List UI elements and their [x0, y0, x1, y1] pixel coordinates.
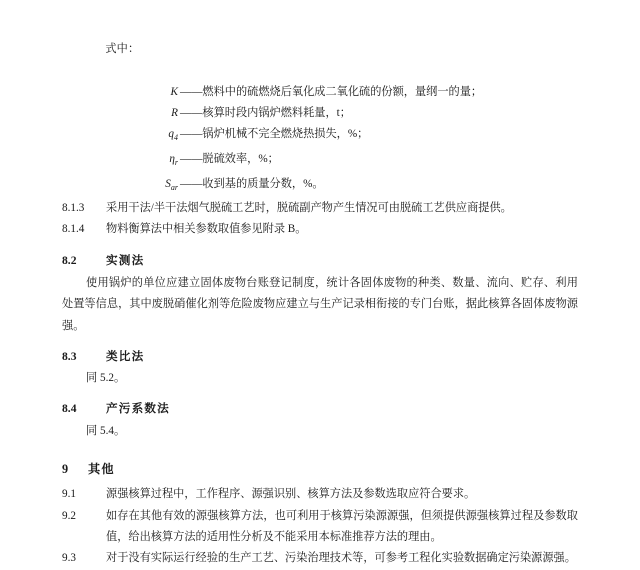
clause-text: 源强核算过程中，工作程序、源强识别、核算方法及参数选取应符合要求。 — [106, 488, 476, 501]
section-heading-8-2 — [62, 250, 578, 271]
formula-intro — [62, 18, 578, 82]
section-heading-8-4 — [62, 398, 578, 419]
section-number: 8.4 — [62, 402, 77, 416]
definition-text: ——燃料中的硫燃烧后氧化成二氧化硫的份额，量纲一的量； — [180, 85, 483, 98]
spacer — [62, 442, 578, 450]
definition-row — [132, 149, 578, 174]
symbol-S-ar: $S_{ar}$ — [165, 177, 178, 192]
section-8-2-paragraph: 使用锅炉的单位应建立固体废物台账登记制度，统计各固体废物的种类、数量、流向、贮存、利用处置等信息，其中废脱硝催化剂等危险废物应建立与生产记录相衔接的专门台账，据此核算各固体废物源强。 — [62, 276, 578, 332]
clause-9-3 — [62, 548, 578, 569]
section-heading-9 — [62, 459, 578, 480]
clause-8-1-4 — [62, 219, 578, 240]
page-content — [62, 18, 578, 570]
symbol-eta-r: $\eta_r$ — [169, 153, 178, 168]
section-number: 8.2 — [62, 253, 77, 267]
section-8-4-reference: 同 5.4。 — [86, 424, 126, 437]
clause-8-1-3 — [62, 198, 578, 219]
clause-number: 9.1 — [62, 488, 76, 501]
section-8-3-reference: 同 5.2。 — [86, 372, 126, 385]
clause-text: 对于没有实际运行经验的生产工艺、污染治理技术等，可参考工程化实验数据确定污染源源强。 — [106, 552, 576, 565]
definition-row — [132, 82, 578, 103]
clause-number: 9.3 — [62, 552, 76, 565]
clause-number: 8.1.3 — [62, 202, 85, 215]
definition-row — [132, 124, 578, 149]
section-heading-8-3 — [62, 346, 578, 367]
clause-text: 采用干法/半干法烟气脱硫工艺时，脱硫副产物产生情况可由脱硫工艺供应商提供。 — [106, 202, 512, 215]
symbol-K: K — [170, 85, 178, 98]
symbol-q4: $q_4$ — [168, 128, 178, 143]
section-number: 9 — [62, 462, 69, 477]
clause-text: 如存在其他有效的源强核算方法，也可利用于核算污染源源强，但须提供源强核算过程及参数取值，给出核算方法的适用性分析及不能采用本标准推荐方法的理由。 — [106, 509, 578, 543]
clause-number: 8.1.4 — [62, 223, 85, 236]
symbol-definition-list — [62, 82, 578, 198]
definition-text: ——核算时段内锅炉燃料耗量，t； — [180, 107, 351, 120]
section-title: 类比法 — [106, 349, 145, 363]
section-title: 实测法 — [106, 253, 145, 267]
definition-row — [132, 103, 578, 124]
definition-row — [132, 174, 578, 199]
definition-text: ——锅炉机械不完全燃烧热损失，%； — [180, 128, 369, 141]
formula-intro-label: 式中： — [105, 43, 140, 56]
clause-number: 9.2 — [62, 509, 76, 522]
definition-text: ——脱硫效率，%； — [180, 153, 279, 166]
clause-text: 物料衡算法中相关参数取值参见附录 B。 — [106, 223, 307, 236]
section-title: 其他 — [88, 462, 115, 477]
section-number: 8.3 — [62, 349, 77, 363]
section-title: 产污系数法 — [106, 402, 170, 416]
clause-9-2 — [62, 506, 578, 549]
symbol-R: R — [171, 107, 178, 120]
clause-9-1 — [62, 484, 578, 505]
definition-text: ——收到基的质量分数，%。 — [180, 177, 324, 190]
